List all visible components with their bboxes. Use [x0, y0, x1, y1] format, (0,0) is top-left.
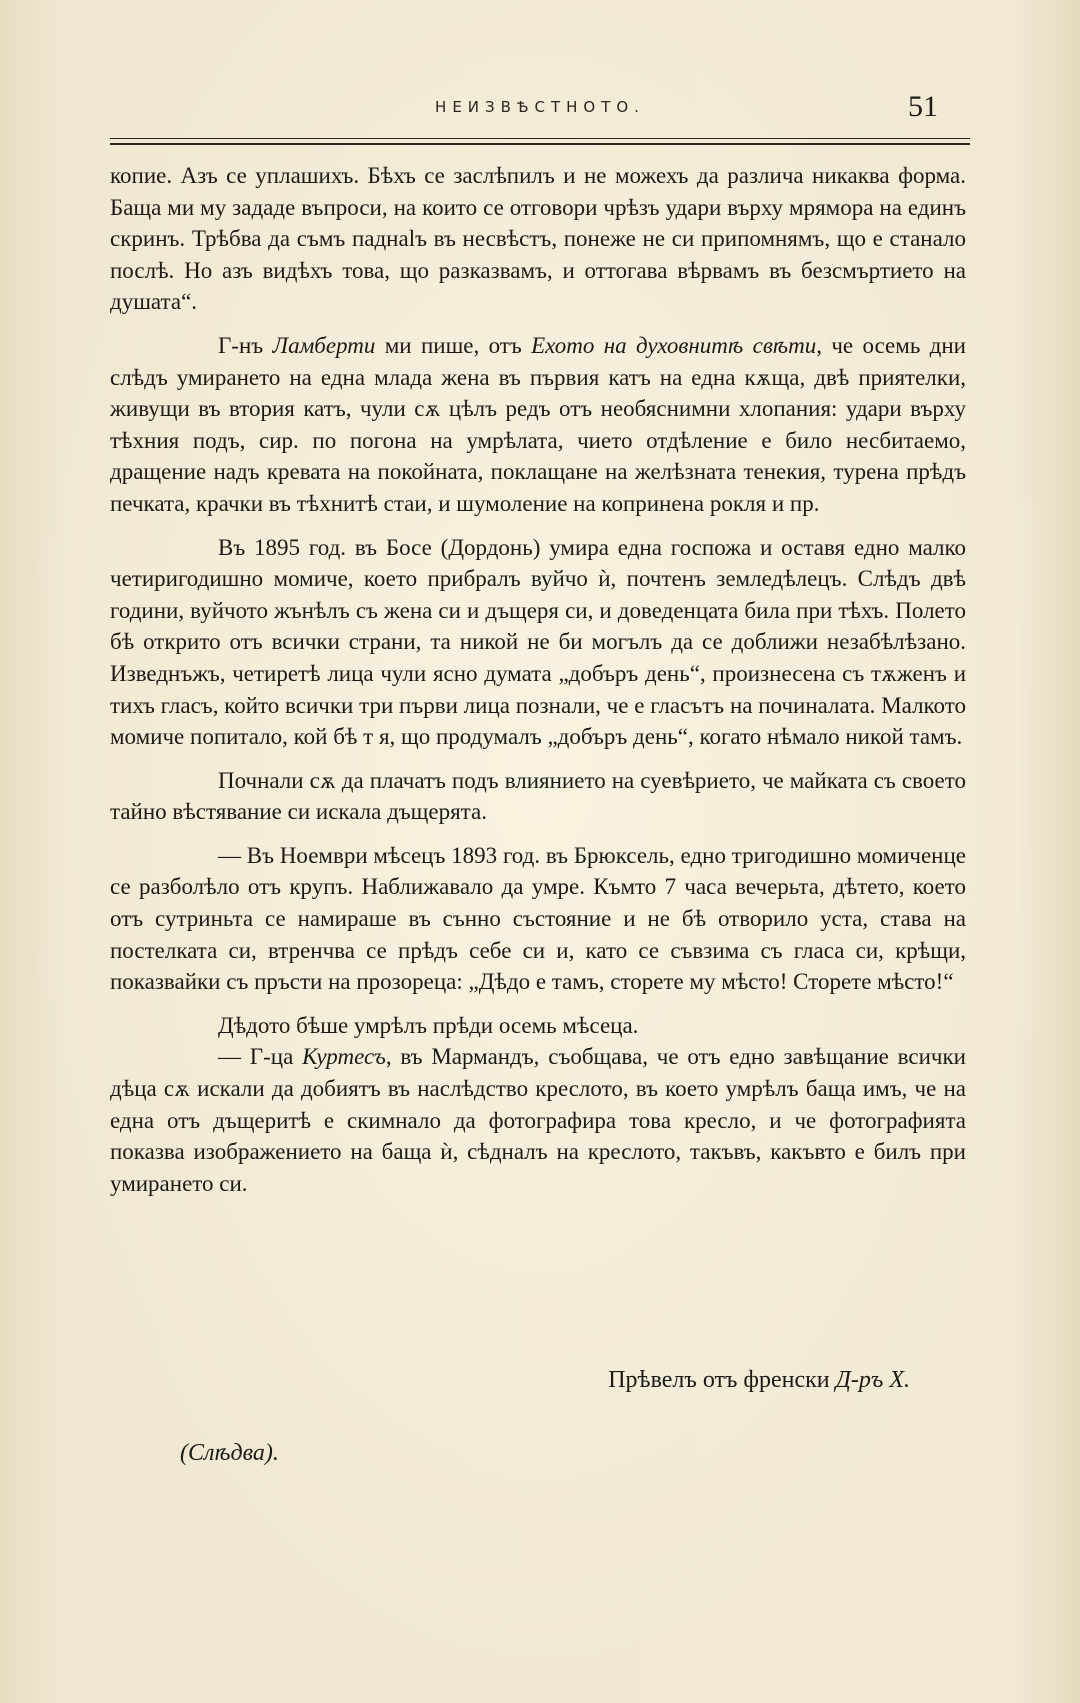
paragraph-text: , въ Мармандъ, съобщава, че отъ едно завѣщание всички дѣца сѫ искали да добиятъ въ наслѣдство креслото, въ което умрѣлъ баща имъ, че на една отъ дъщеритѣ е скимнало да фотографира това кресло, и че фотографията показва изображението на баща ѝ, сѣдналъ на креслото, такъвъ, какъвто е билъ при умирането си.: [110, 1044, 966, 1196]
paragraph: [110, 765, 966, 828]
person-name: Ламберти: [272, 332, 376, 358]
header-rule: [110, 138, 970, 145]
paragraph-text: копие. Азъ се уплашихъ. Бѣхъ се заслѣпилъ и не можехъ да различа никаква форма. Баща ми му зададе въпроси, на които се отговори чрѣзъ удари върху мрямора на единъ скринъ. Трѣбва да съмъ паднalъ въ несвѣстъ, понеже не си припомнямъ, що е станало послѣ. Но азъ видѣхъ това, що разказвамъ, и оттогава вѣрвамъ въ безсмъртието на душата“.: [110, 163, 966, 315]
paragraph-text: Г-нъ: [218, 332, 273, 358]
paragraph: [110, 1041, 966, 1199]
source-title: Ехото на духовнитѣ свѣти: [531, 332, 817, 358]
paragraph: [110, 330, 966, 520]
paragraph: [110, 160, 966, 318]
paragraph: [110, 840, 966, 998]
paragraph-text: Въ 1895 год. въ Босе (Дордонь) умира една госпожа и оставя едно малко четиригодишно момиче, което прибралъ вуйчо ѝ, почтенъ земледѣлецъ. Слѣдъ двѣ години, вуйчото жънѣлъ съ жена си и дъщеря си, и доведенцата била при тѣхъ. Полето бѣ открито отъ всички страни, та никой не би могълъ да се доближи незабѣлѣзано. Изведнъжъ, четиретѣ лица чули ясно думата „добъръ день“, произнесена съ тѫженъ и тихъ гласъ, който всички три първи лица познали, че е гласътъ на починалата. Малкото момиче попитало, кой бѣ т я, що продумалъ „добъръ день“, когато нѣмало никой тамъ.: [110, 534, 966, 750]
translator-prefix: Прѣвелъ отъ френски: [608, 1367, 836, 1393]
person-name: Куртесъ: [302, 1044, 386, 1070]
translator-credit: [110, 1367, 910, 1394]
paragraph-text: — Г-ца: [218, 1044, 303, 1070]
translator-name: Д-ръ Х.: [835, 1367, 910, 1393]
page-number: 51: [908, 90, 938, 123]
paragraph-text: Почнали сѫ да плачатъ подъ влиянието на суевѣрието, че майката съ своето тайно вѣстявание си искала дъщерята.: [110, 767, 966, 825]
paragraph-text: ми пише, отъ: [375, 332, 532, 358]
paragraph-text: Дѣдото бѣше умрѣлъ прѣди осемь мѣсеца.: [218, 1012, 639, 1038]
paragraph: [110, 532, 966, 753]
running-title: НЕИЗВѢСТНОТО.: [435, 98, 645, 116]
paragraph-text: , че осемь дни слѣдъ умирането на една млада жена въ първия катъ на една кѫща, двѣ приятелки, живущи въ втория катъ, чули сѫ цѣлъ редъ отъ необяснимни хлопания: удари върху тѣхния подъ, сир. по погона на умрѣлата, чието отдѣление е било несбитаемо, дращение надъ кревата на покойната, поклащане на желѣзната тенекия, турена прѣдъ печката, крачки въ тѣхнитѣ стаи, и шумоление на копринена рокля и пр.: [110, 332, 966, 516]
article-body: [110, 160, 966, 1199]
page-header: [110, 92, 970, 136]
paragraph: [110, 1010, 966, 1042]
paragraph-text: — Въ Ноември мѣсецъ 1893 год. въ Брюксель, едно тригодишно момиченце се разболѣло отъ крупъ. Наближавало да умре. Къмто 7 часа вечерьта, дѣтето, което отъ сутриньта се намираше въ сънно състояние и не бѣ отворило уста, става на постелката си, втренчва се прѣдъ себе си и, като се съвзима съ гласа си, крѣщи, показвайки съ пръсти на прозореца: „Дѣдо е тамъ, сторете му мѣсто! Сторете мѣсто!“: [110, 842, 966, 995]
continuation-note: (Слѣдва).: [180, 1440, 279, 1466]
